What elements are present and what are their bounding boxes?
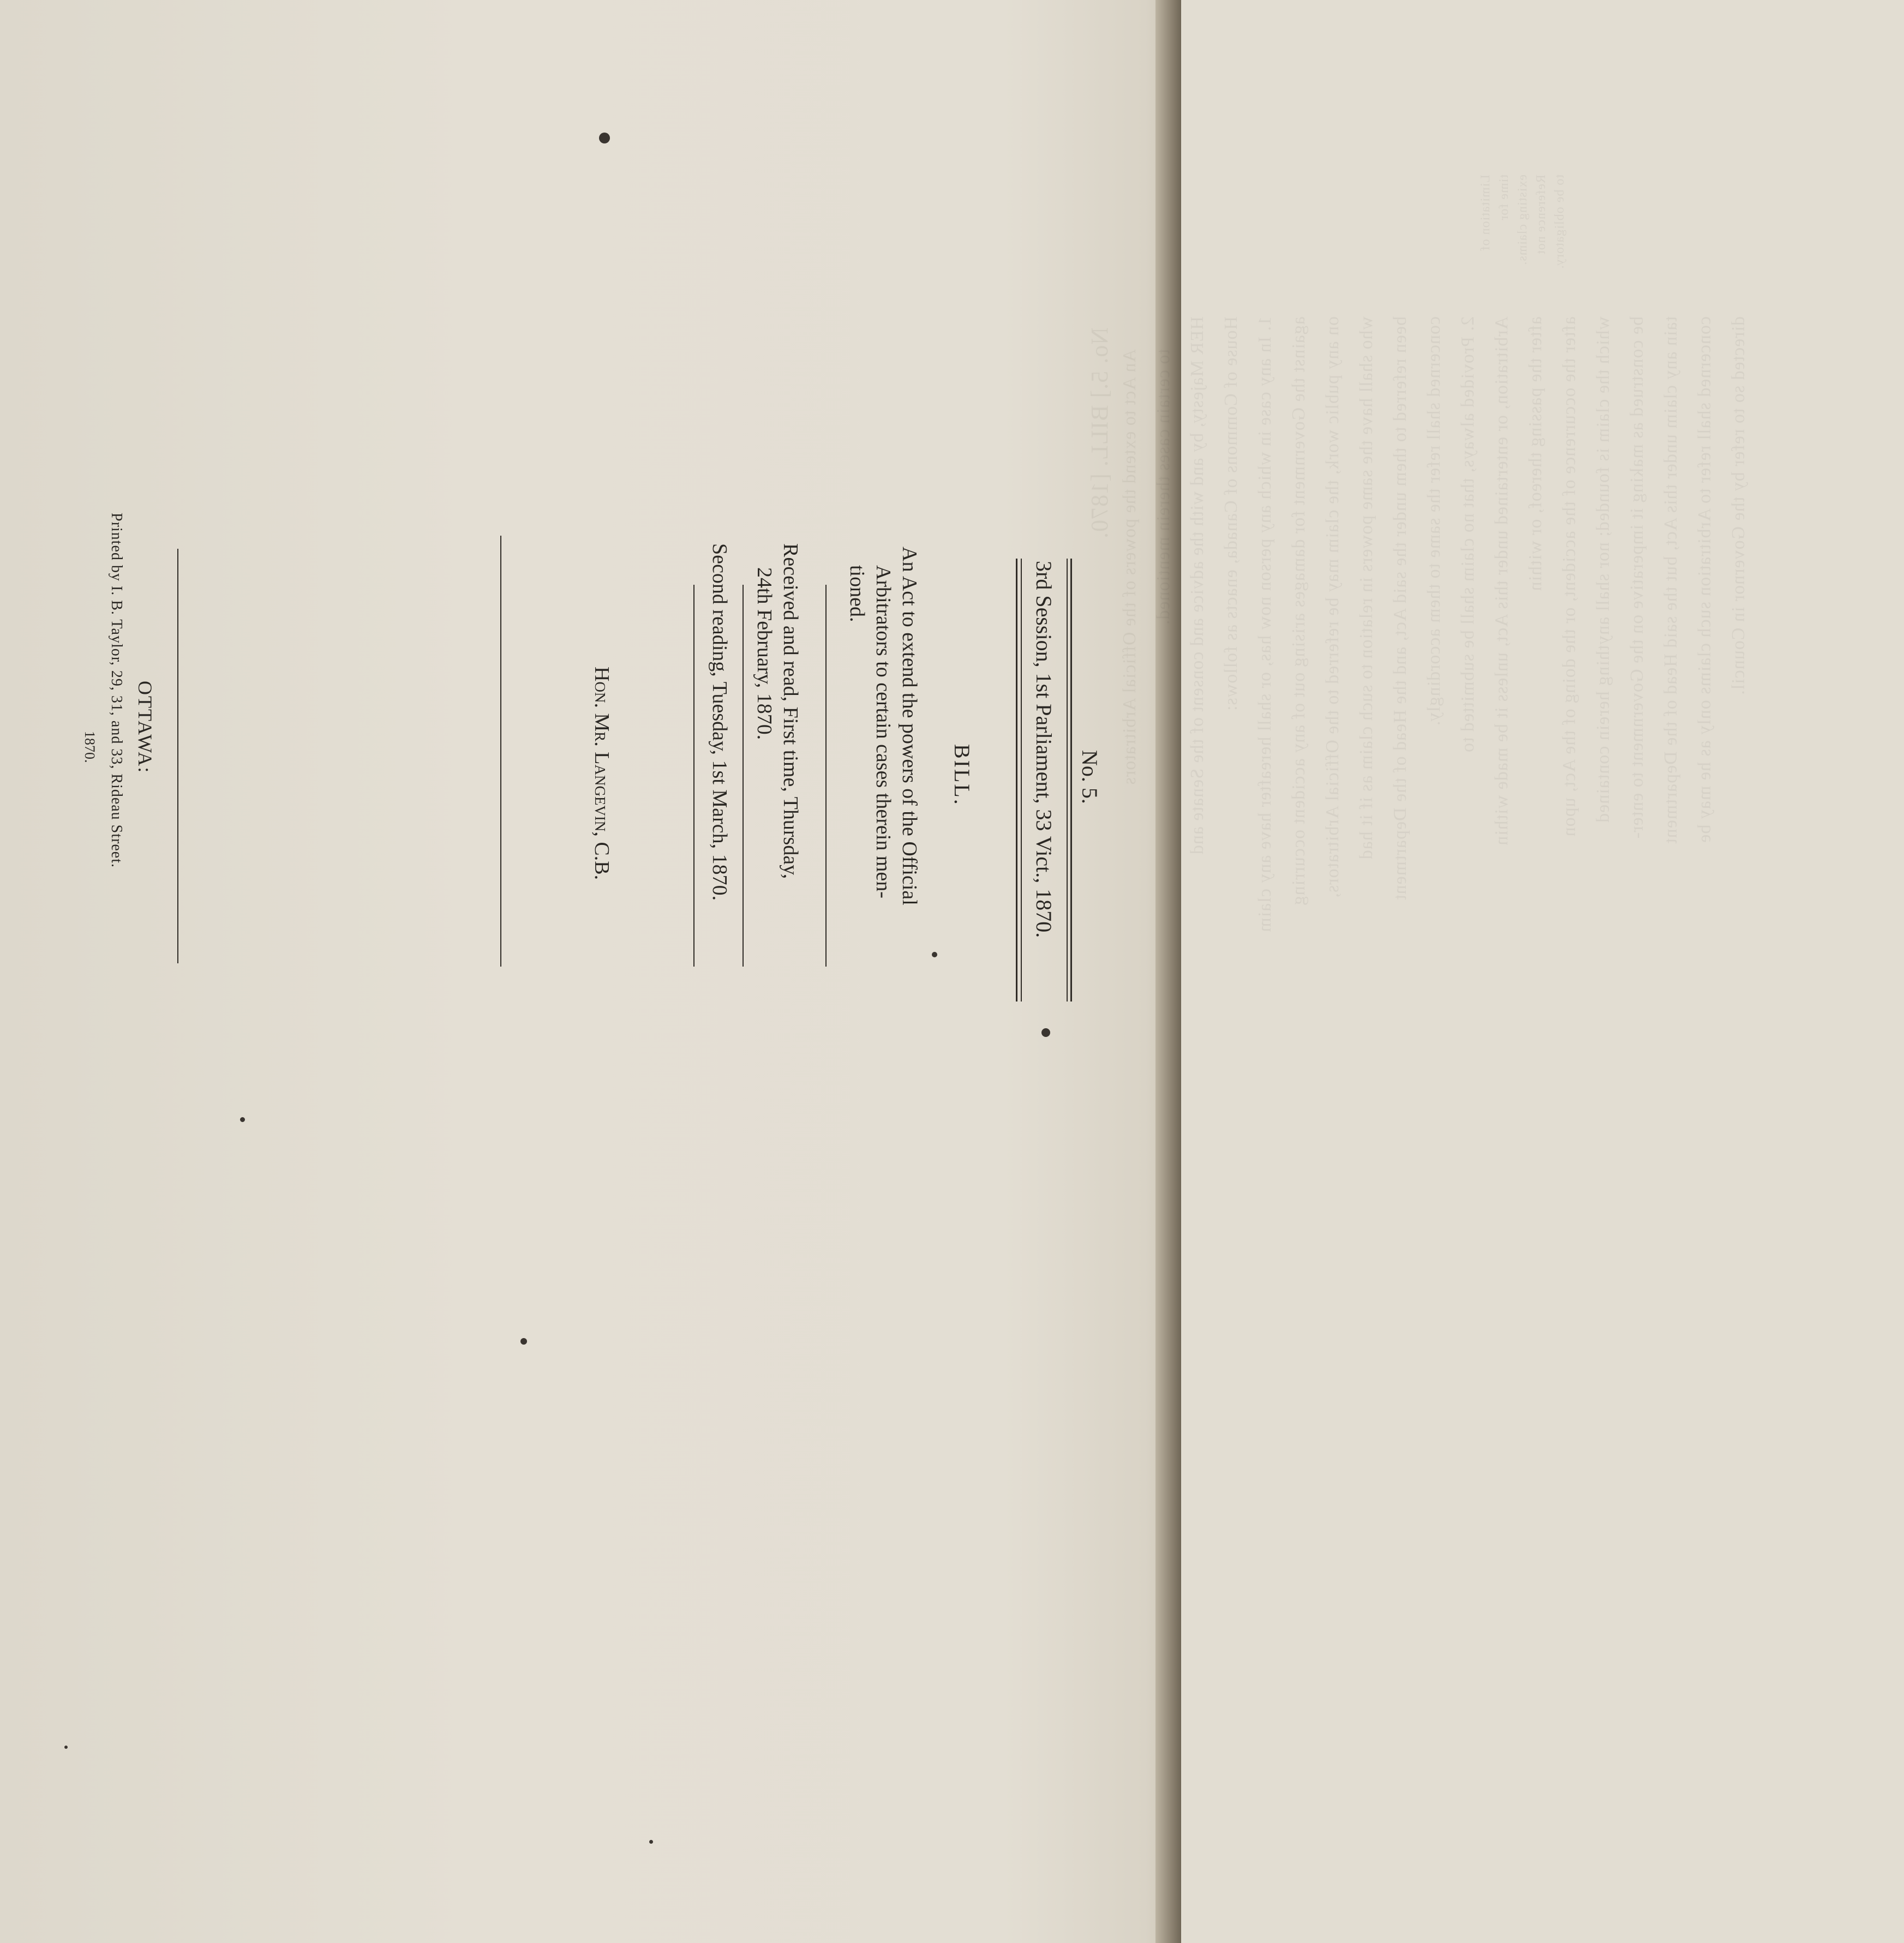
bill-number: No. 5.	[1077, 750, 1102, 804]
readings-bottom-rule	[693, 585, 694, 967]
second-reading-line: Second reading, Tuesday, 1st March, 1870.	[708, 543, 731, 901]
bleed-line: be construed as making it imperative on the Government to enter-	[1627, 316, 1647, 839]
bleed-line: against the Government for damages arising out of any accident occurring	[1289, 316, 1309, 906]
bleed-line: 2. Provided always, that no claim shall be submitted to	[1458, 316, 1478, 753]
imprint-bottom-rule	[177, 549, 178, 963]
bleed-line: been referred to them under the said Act, and the Head of the Department	[1390, 316, 1410, 901]
imprint-year: 1870.	[82, 731, 98, 763]
bleed-line: tain any claim under this Act, but the said Head of the Department	[1661, 316, 1681, 844]
first-reading-line-1: Received and read, First time, Thursday,	[779, 543, 802, 879]
act-title-line-3: tioned.	[846, 565, 869, 622]
bleed-line: after the occurrence of the accident, or the doing of the Act, upon	[1559, 316, 1579, 837]
readings-top-rule	[825, 585, 827, 967]
bleed-line: who shall have the same powers in relation to such claim as if it had	[1356, 316, 1376, 860]
session-line: 3rd Session, 1st Parliament, 33 Vict., 1870.	[1032, 561, 1056, 938]
sponsor-name: Hon. Mr. Langevin, C.B.	[590, 667, 613, 880]
imprint-printer: Printed by I. B. Taylor, 29, 31, and 33, Rideau Street.	[108, 513, 125, 868]
bleed-line: An Act to extend the powers of the Official Arbitrators	[1119, 349, 1140, 785]
bleed-margin-note: Reference not	[1534, 175, 1548, 255]
bleed-line: directed so to refer by the Governor in Council.	[1728, 316, 1749, 695]
bottom-double-rule-lower	[1016, 559, 1017, 1002]
readings-middle-rule	[743, 585, 744, 967]
bleed-line: concerned shall refer the same to them accordingly.	[1424, 316, 1444, 727]
act-title-line-2: Arbitrators to certain cases therein men-	[872, 565, 895, 898]
bleed-line: on any public work, the claim may be referred to the Official Arbitrators,	[1322, 316, 1343, 898]
bleed-line: 1. In any case in which any person now has, or shall hereafter have any claim	[1255, 316, 1275, 933]
bleed-line: after the passing thereof, or within	[1525, 316, 1546, 592]
bleed-line: Arbitration, or entertained under this Act, unless it be made within	[1492, 316, 1512, 846]
bleed-margin-note: time for	[1497, 175, 1511, 221]
bleed-line: House of Commons of Canada, enacts as follows:	[1221, 316, 1241, 711]
first-reading-line-2: 24th February, 1870.	[753, 567, 776, 740]
bleed-margin-note: existing claims.	[1516, 175, 1530, 266]
bleed-line: No. 5.] BILL. [1870.	[1086, 327, 1113, 539]
bleed-line: concerned shall refer to Arbitration such claims only as he may be	[1695, 316, 1715, 843]
top-double-rule-lower	[1067, 559, 1068, 1002]
bleed-through-rotated	[1086, 175, 1904, 1789]
bleed-margin-note: Limitation of	[1478, 175, 1493, 251]
bleed-margin-note: to be obligatory.	[1553, 175, 1567, 269]
bleed-line: HER Majesty, by and with the advice and consent of the Senate and	[1187, 316, 1207, 855]
bottom-double-rule-upper	[1021, 559, 1022, 1002]
bleed-line: to certain cases therein mentioned.	[1153, 349, 1173, 626]
bill-heading: BILL.	[950, 744, 974, 806]
bleed-line: which the claim is founded; nor shall anything herein contained	[1593, 316, 1613, 823]
imprint-city: OTTAWA:	[134, 681, 156, 774]
top-double-rule-upper	[1070, 559, 1072, 1002]
imprint-top-rule	[500, 536, 501, 967]
act-title-line-1: An Act to extend the powers of the Official	[898, 547, 921, 905]
